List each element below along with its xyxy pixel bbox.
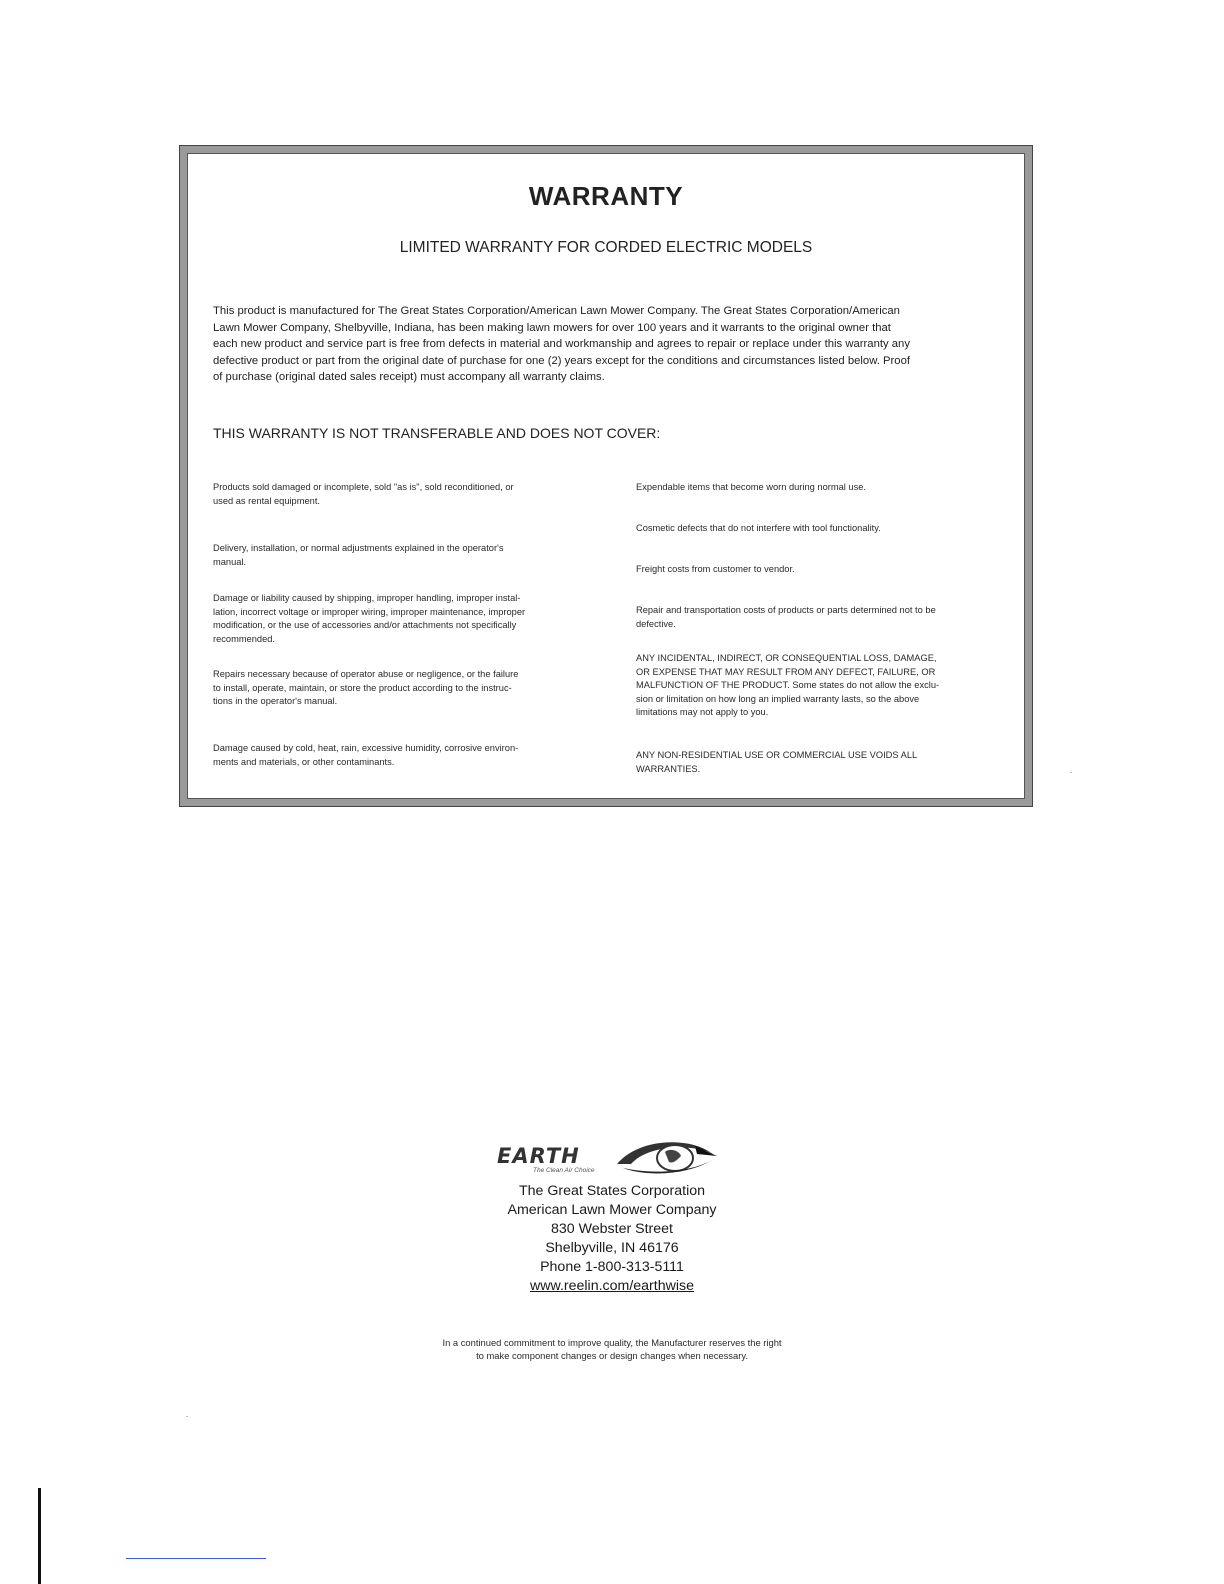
globe-swoosh-icon — [609, 1134, 719, 1178]
street-address: 830 Webster Street — [551, 1221, 673, 1237]
exclusion-line: Freight costs from customer to vendor. — [636, 564, 795, 574]
company-footer — [412, 1130, 812, 1296]
exclusion-line: Damage or liability caused by shipping, improper handling, improper instal- — [213, 593, 521, 603]
exclusion-line: to install, operate, maintain, or store the product according to the instruc- — [213, 682, 512, 693]
exclusion-item — [636, 481, 1006, 495]
exclusion-line: ments and materials, or other contaminants. — [213, 756, 395, 767]
intro-line: defective product or part from the original date of purchase for one (2) years except for the conditions and circumstances listed below. Proof — [213, 354, 911, 367]
exclusion-line: modification, or the use of accessories and/or attachments not specifically — [213, 620, 517, 631]
exclusion-line: defective. — [636, 618, 676, 629]
division-name: American Lawn Mower Company — [507, 1202, 717, 1218]
exclusion-line: Repairs necessary because of operator abuse or negligence, or the failure — [213, 669, 519, 679]
exclusion-item — [213, 668, 583, 709]
exclusion-line: Cosmetic defects that do not interfere with tool functionality. — [636, 523, 881, 533]
company-name: The Great States Corporation — [518, 1183, 706, 1199]
scan-speck — [186, 1416, 188, 1417]
website-link[interactable]: www.reelin.com/earthwise — [529, 1278, 694, 1294]
intro-line: of purchase (original dated sales receipt) must accompany all warranty claims. — [213, 371, 605, 383]
warranty-title: WARRANTY — [528, 181, 684, 211]
exclusion-item — [636, 749, 1006, 776]
exclusion-line: used as rental equipment. — [213, 495, 320, 506]
exclusion-line: lation, incorrect voltage or improper wiring, improper maintenance, improper — [213, 606, 526, 617]
exclusion-line: Delivery, installation, or normal adjustments explained in the operator's — [213, 543, 504, 553]
disclaimer-line: In a continued commitment to improve quality, the Manufacturer reserves the right — [442, 1337, 782, 1348]
phone-number: Phone 1-800-313-5111 — [540, 1259, 684, 1275]
not-cover-heading: THIS WARRANTY IS NOT TRANSFERABLE AND DOES NOT COVER: — [213, 425, 661, 441]
warranty-subtitle: LIMITED WARRANTY FOR CORDED ELECTRIC MODELS — [399, 239, 813, 256]
exclusion-item — [636, 563, 1006, 577]
exclusion-item — [213, 592, 583, 646]
intro-line: This product is manufactured for The Great States Corporation/American Lawn Mower Company. The Great States Corporation/American — [213, 305, 900, 317]
warranty-box — [180, 146, 1032, 806]
manufacturer-disclaimer — [392, 1336, 832, 1362]
exclusion-line: manual. — [213, 556, 247, 567]
exclusion-line: Damage caused by cold, heat, rain, excessive humidity, corrosive environ- — [213, 743, 519, 753]
exclusion-line: MALFUNCTION OF THE PRODUCT. Some states do not allow the exclu- — [636, 680, 940, 691]
earthwise-logo — [497, 1130, 727, 1182]
intro-line: each new product and service part is free from defects in material and workmanship and agrees to repair or replace under this warranty any — [213, 338, 910, 350]
exclusion-line: WARRANTIES. — [636, 763, 701, 774]
exclusion-item — [213, 542, 583, 569]
exclusion-item — [636, 604, 1006, 631]
scan-edge-bar — [38, 1488, 41, 1584]
disclaimer-line: to make component changes or design changes when necessary. — [476, 1350, 748, 1361]
exclusion-line: sion or limitation on how long an implied warranty lasts, so the above — [636, 693, 920, 704]
warranty-intro — [213, 303, 1003, 386]
exclusion-line: OR EXPENSE THAT MAY RESULT FROM ANY DEFECT, FAILURE, OR — [636, 666, 936, 677]
logo-tagline: The Clean Air Choice — [533, 1167, 595, 1174]
exclusion-line: tions in the operator's manual. — [213, 696, 338, 707]
exclusion-line: Repair and transportation costs of products or parts determined not to be — [636, 605, 936, 615]
exclusion-item — [636, 522, 1006, 536]
exclusion-line: recommended. — [213, 633, 276, 644]
exclusion-item — [213, 481, 583, 508]
exclusion-line: Products sold damaged or incomplete, sold "as is", sold reconditioned, or — [213, 482, 514, 492]
exclusion-line: ANY NON-RESIDENTIAL USE OR COMMERCIAL USE VOIDS ALL — [636, 750, 918, 760]
exclusion-item — [213, 742, 583, 769]
scan-speck — [1070, 772, 1072, 773]
city-state-zip: Shelbyville, IN 46176 — [545, 1240, 679, 1256]
exclusion-line: Expendable items that become worn during normal use. — [636, 482, 866, 492]
scan-edge-line — [126, 1558, 266, 1559]
exclusion-line: limitations may not apply to you. — [636, 707, 769, 718]
exclusion-item — [636, 652, 1006, 720]
logo-text: EARTH — [497, 1144, 580, 1168]
intro-line: Lawn Mower Company, Shelbyville, Indiana, has been making lawn mowers for over 100 years and it warrants to the original owner that — [213, 321, 891, 334]
exclusion-line: ANY INCIDENTAL, INDIRECT, OR CONSEQUENTIAL LOSS, DAMAGE, — [636, 653, 937, 663]
